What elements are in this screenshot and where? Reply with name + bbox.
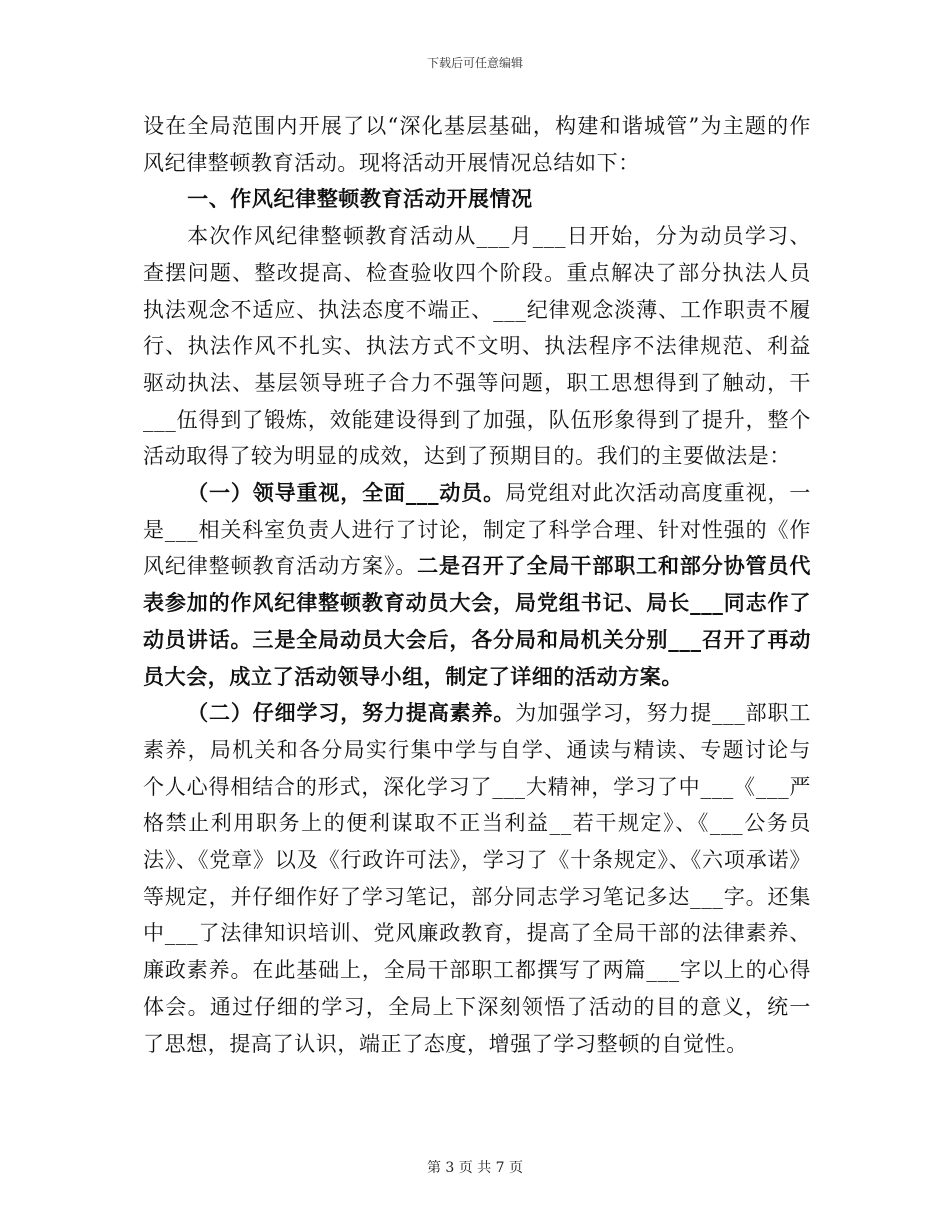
document-body (143, 108, 811, 1062)
paragraph-overview: 本次作风纪律整顿教育活动从___月___日开始，分为动员学习、查摆问题、整改提高、检查验收四个阶段。重点解决了部分执法人员执法观念不适应、执法态度不端正、___纪律观念淡薄、工作职责不履行、执法作风不扎实、执法方式不文明、执法程序不法律规范、利益驱动执法、基层领导班子合力不强等问题，职工思想得到了触动，干___伍得到了锻炼，效能建设得到了加强，队伍形象得到了提升，整个活动取得了较为明显的成效，达到了预期目的。我们的主要做法是： (143, 224, 811, 469)
page-number: 第 3 页 共 7 页 (426, 1160, 524, 1176)
paragraph-leadership-bold-text: 二是召开了全局干部职工和部分协管员代表参加的作风纪律整顿教育动员大会，局党组书记、局长___同志作了动员讲话。三是全局动员大会后，各分局和局机关分别___召开了再动员大会，成立了活动领导小组，制定了详细的活动方案。 (143, 553, 811, 689)
subheading-leadership: （一）领导重视，全面___动员。 (187, 480, 506, 506)
paragraph-leadership-text: 局党组对此次活动高度重视，一是___相关科室负责人进行了讨论，制定了科学合理、针对性强的《作风纪律整顿教育活动方案》。 (143, 481, 811, 579)
subheading-study: （二）仔细学习，努力提高素养。 (187, 700, 516, 726)
section-heading: 一、作风纪律整顿教育活动开展情况 (187, 186, 533, 212)
paragraph-study (143, 695, 811, 1062)
header-note: 下载后可任意编辑 (426, 56, 523, 70)
paragraph-intro: 设在全局范围内开展了以“深化基层基础，构建和谐城管”为主题的作风纪律整顿教育活动。现将活动开展情况总结如下： (143, 114, 811, 175)
paragraph-leadership (143, 475, 811, 695)
paragraph-study-text: 为加强学习，努力提___部职工素养，局机关和各分局实行集中学与自学、通读与精读、专题讨论与个人心得相结合的形式，深化学习了___大精神，学习了中___《___严格禁止利用职务上的便利谋取不正当利益__若干规定》、《___公务员法》、《党章》以及《行政许可法》，学习了《十条规定》、《六项承诺》等规定，并仔细作好了学习笔记，部分同志学习笔记多达___字。还集中___了法律知识培训、党风廉政教育，提高了全局干部的法律素养、廉政素养。在此基础上，全局干部职工都撰写了两篇___字以上的心得体会。通过仔细的学习，全局上下深刻领悟了活动的目的意义，统一了思想，提高了认识，端正了态度，增强了学习整顿的自觉性。 (143, 701, 812, 1056)
